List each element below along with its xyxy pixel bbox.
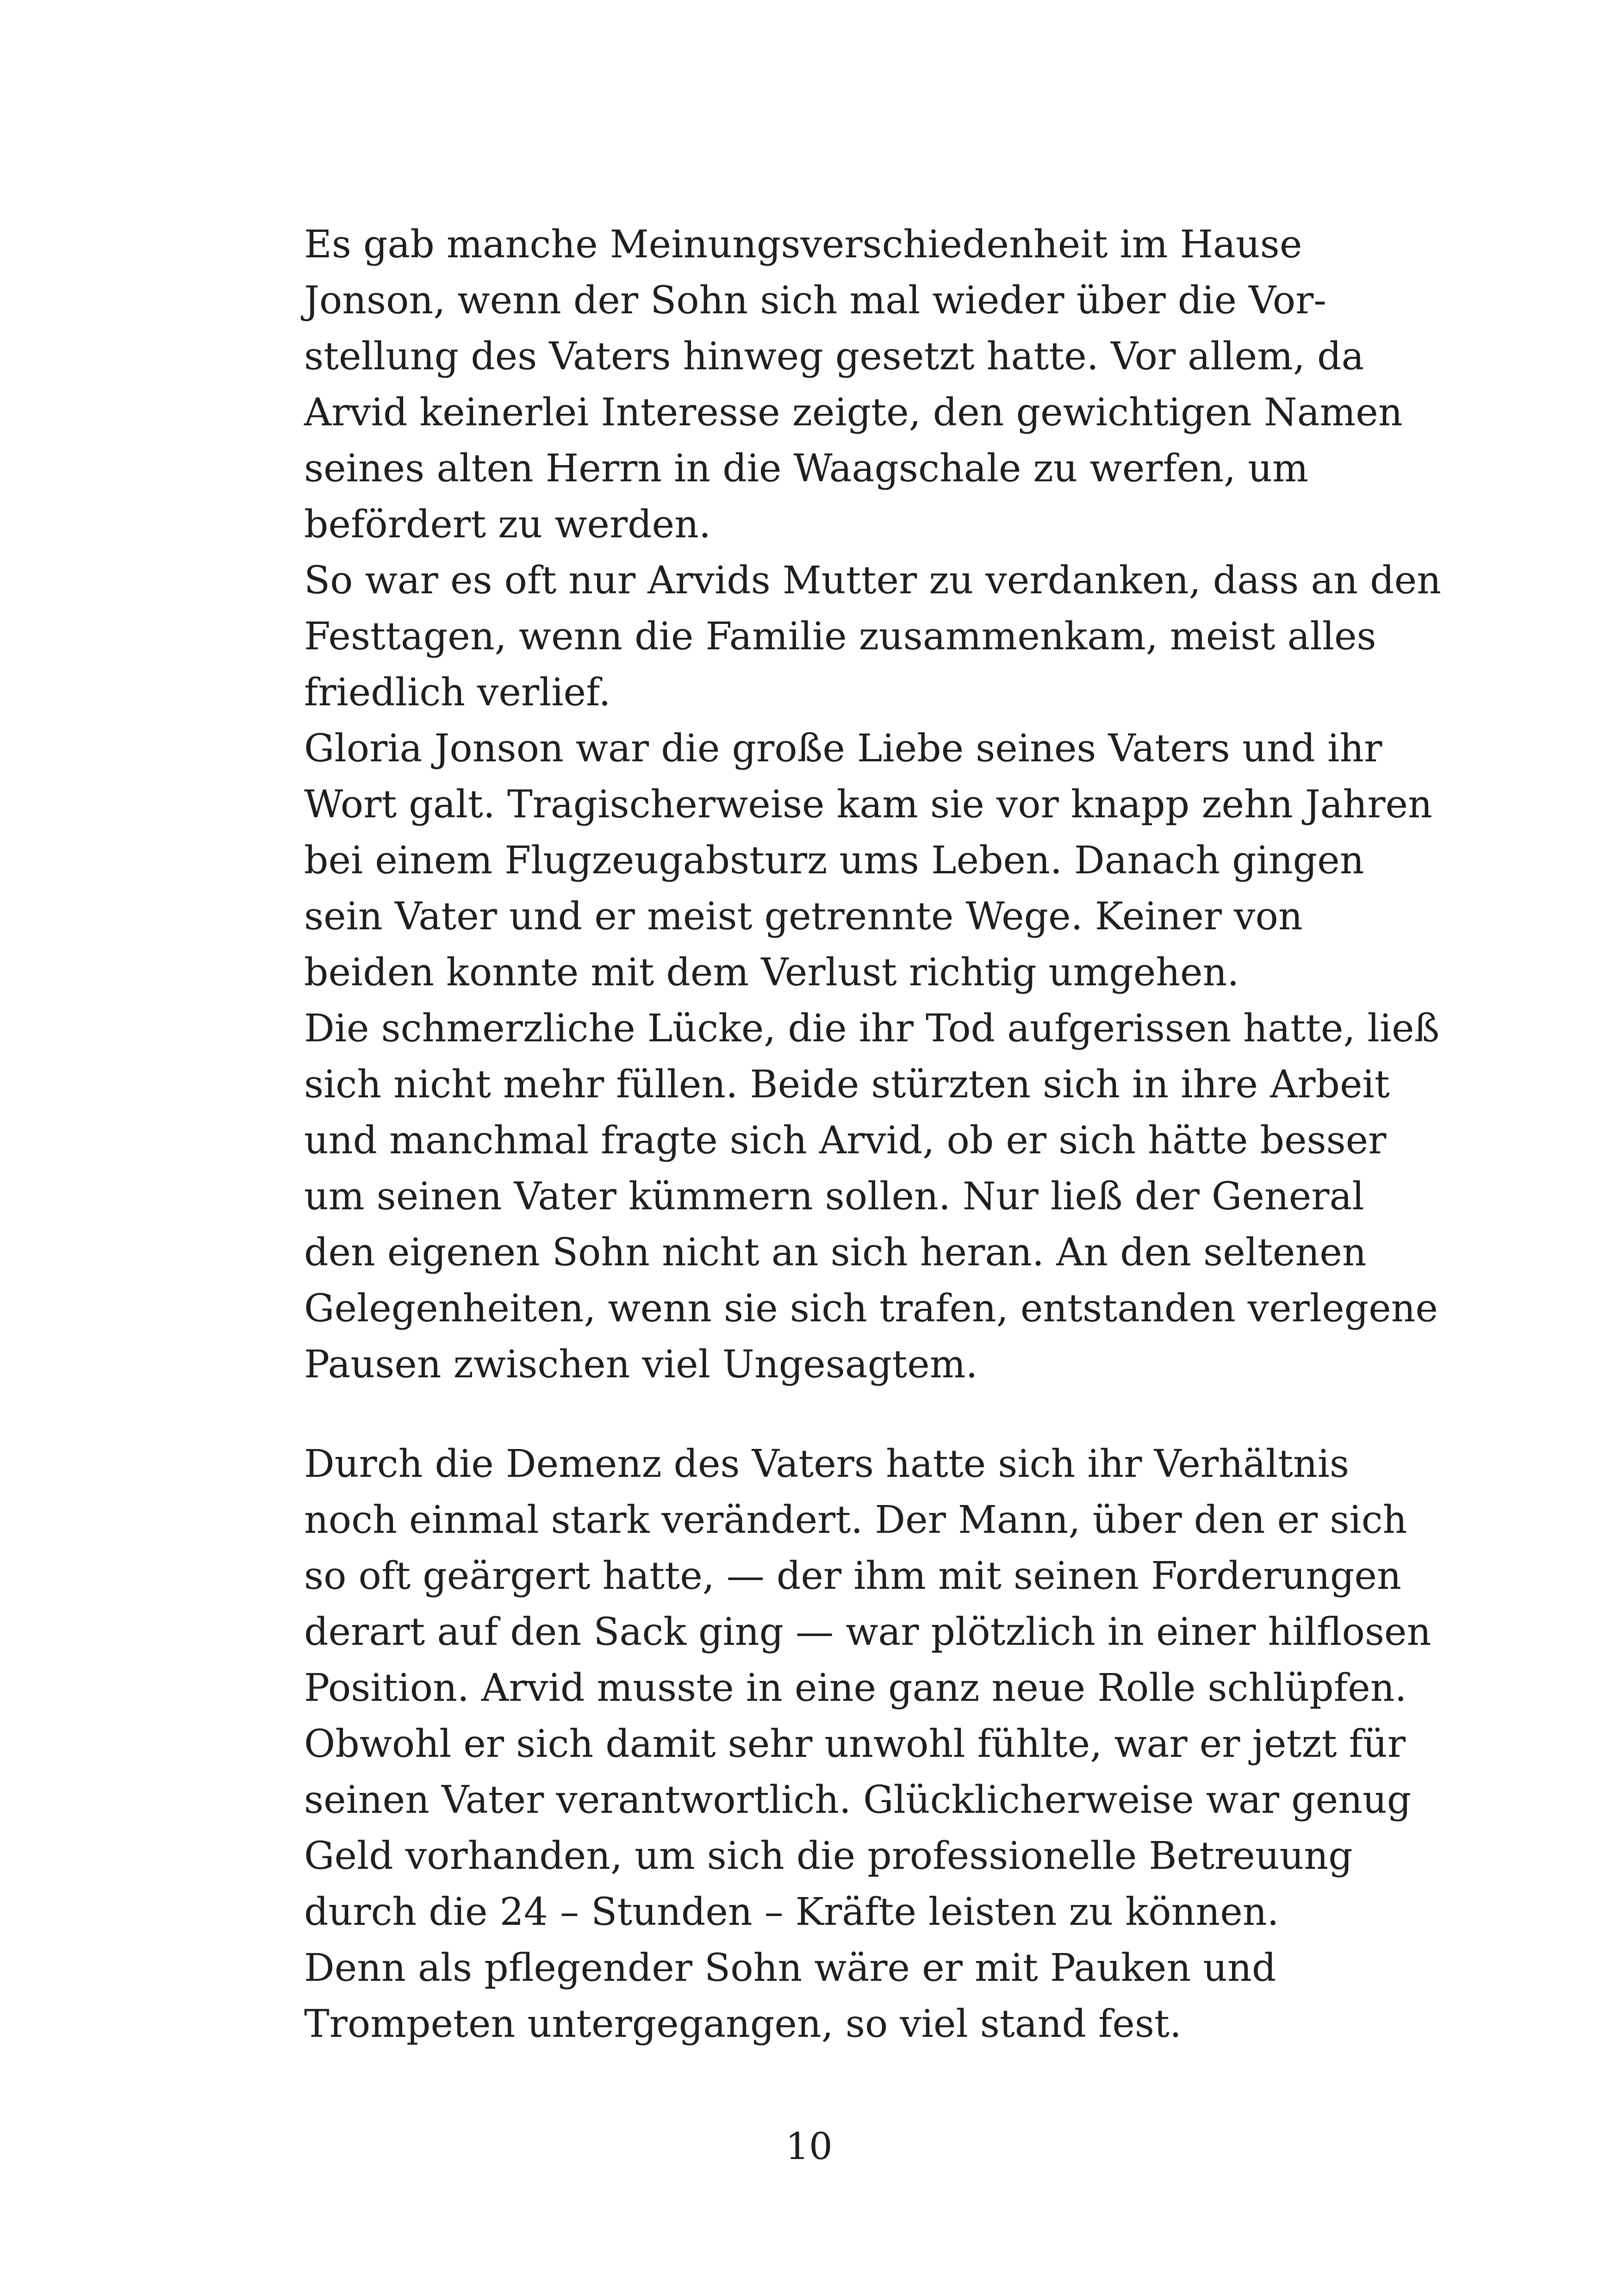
text-line: seinen Vater verantwortlich. Glücklicherweise war genug: [304, 1778, 1412, 1822]
text-line: Gelegenheiten, wenn sie sich trafen, entstanden verlegene: [304, 1287, 1438, 1331]
text-line: So war es oft nur Arvids Mutter zu verdanken, dass an den: [304, 559, 1441, 603]
text-line: Trompeten untergegangen, so viel stand fest.: [304, 2002, 1182, 2046]
text-line: Position. Arvid musste in eine ganz neue Rolle schlüpfen.: [304, 1666, 1407, 1710]
text-line: befördert zu werden.: [304, 503, 711, 547]
page-number: 10: [785, 2125, 833, 2168]
paragraph-1: [304, 217, 1441, 1393]
text-line: um seinen Vater kümmern sollen. Nur ließ der General: [304, 1175, 1364, 1219]
text-line: Gloria Jonson war die große Liebe seines Vaters und ihr: [304, 727, 1382, 771]
text-line: Denn als pflegender Sohn wäre er mit Pauken und: [304, 1946, 1276, 1990]
text-line: Geld vorhanden, um sich die professionelle Betreuung: [304, 1834, 1353, 1878]
text-line: Jonson, wenn der Sohn sich mal wieder über die Vor-: [304, 279, 1326, 323]
text-line: Arvid keinerlei Interesse zeigte, den gewichtigen Namen: [304, 391, 1403, 435]
text-line: seines alten Herrn in die Waagschale zu werfen, um: [304, 447, 1308, 491]
text-line: Pausen zwischen viel Ungesagtem.: [304, 1343, 978, 1387]
text-line: Wort galt. Tragischerweise kam sie vor knapp zehn Jahren: [304, 783, 1432, 827]
text-line: Durch die Demenz des Vaters hatte sich ihr Verhältnis: [304, 1442, 1350, 1486]
text-line: beiden konnte mit dem Verlust richtig umgehen.: [304, 951, 1239, 995]
text-line: und manchmal fragte sich Arvid, ob er sich hätte besser: [304, 1119, 1387, 1163]
text-line: sein Vater und er meist getrennte Wege. Keiner von: [304, 895, 1303, 939]
text-line: Obwohl er sich damit sehr unwohl fühlte, war er jetzt für: [304, 1722, 1406, 1766]
paragraph-2: [304, 1436, 1429, 2052]
text-line: Es gab manche Meinungsverschiedenheit im Hause: [304, 223, 1302, 267]
text-line: durch die 24 – Stunden – Kräfte leisten zu können.: [304, 1890, 1279, 1934]
text-line: derart auf den Sack ging — war plötzlich in einer hilflosen: [304, 1610, 1431, 1654]
text-line: friedlich verlief.: [304, 671, 611, 715]
text-line: so oft geärgert hatte, — der ihm mit seinen Forderungen: [304, 1554, 1401, 1598]
text-line: den eigenen Sohn nicht an sich heran. An den seltenen: [304, 1231, 1367, 1275]
text-line: bei einem Flugzeugabsturz ums Leben. Danach gingen: [304, 839, 1364, 883]
text-line: noch einmal stark verändert. Der Mann, über den er sich: [304, 1498, 1407, 1542]
text-line: Festtagen, wenn die Familie zusammenkam, meist alles: [304, 615, 1376, 659]
text-line: Die schmerzliche Lücke, die ihr Tod aufgerissen hatte, ließ: [304, 1007, 1440, 1051]
text-line: stellung des Vaters hinweg gesetzt hatte. Vor allem, da: [304, 335, 1364, 379]
text-line: sich nicht mehr füllen. Beide stürzten sich in ihre Arbeit: [304, 1063, 1390, 1107]
